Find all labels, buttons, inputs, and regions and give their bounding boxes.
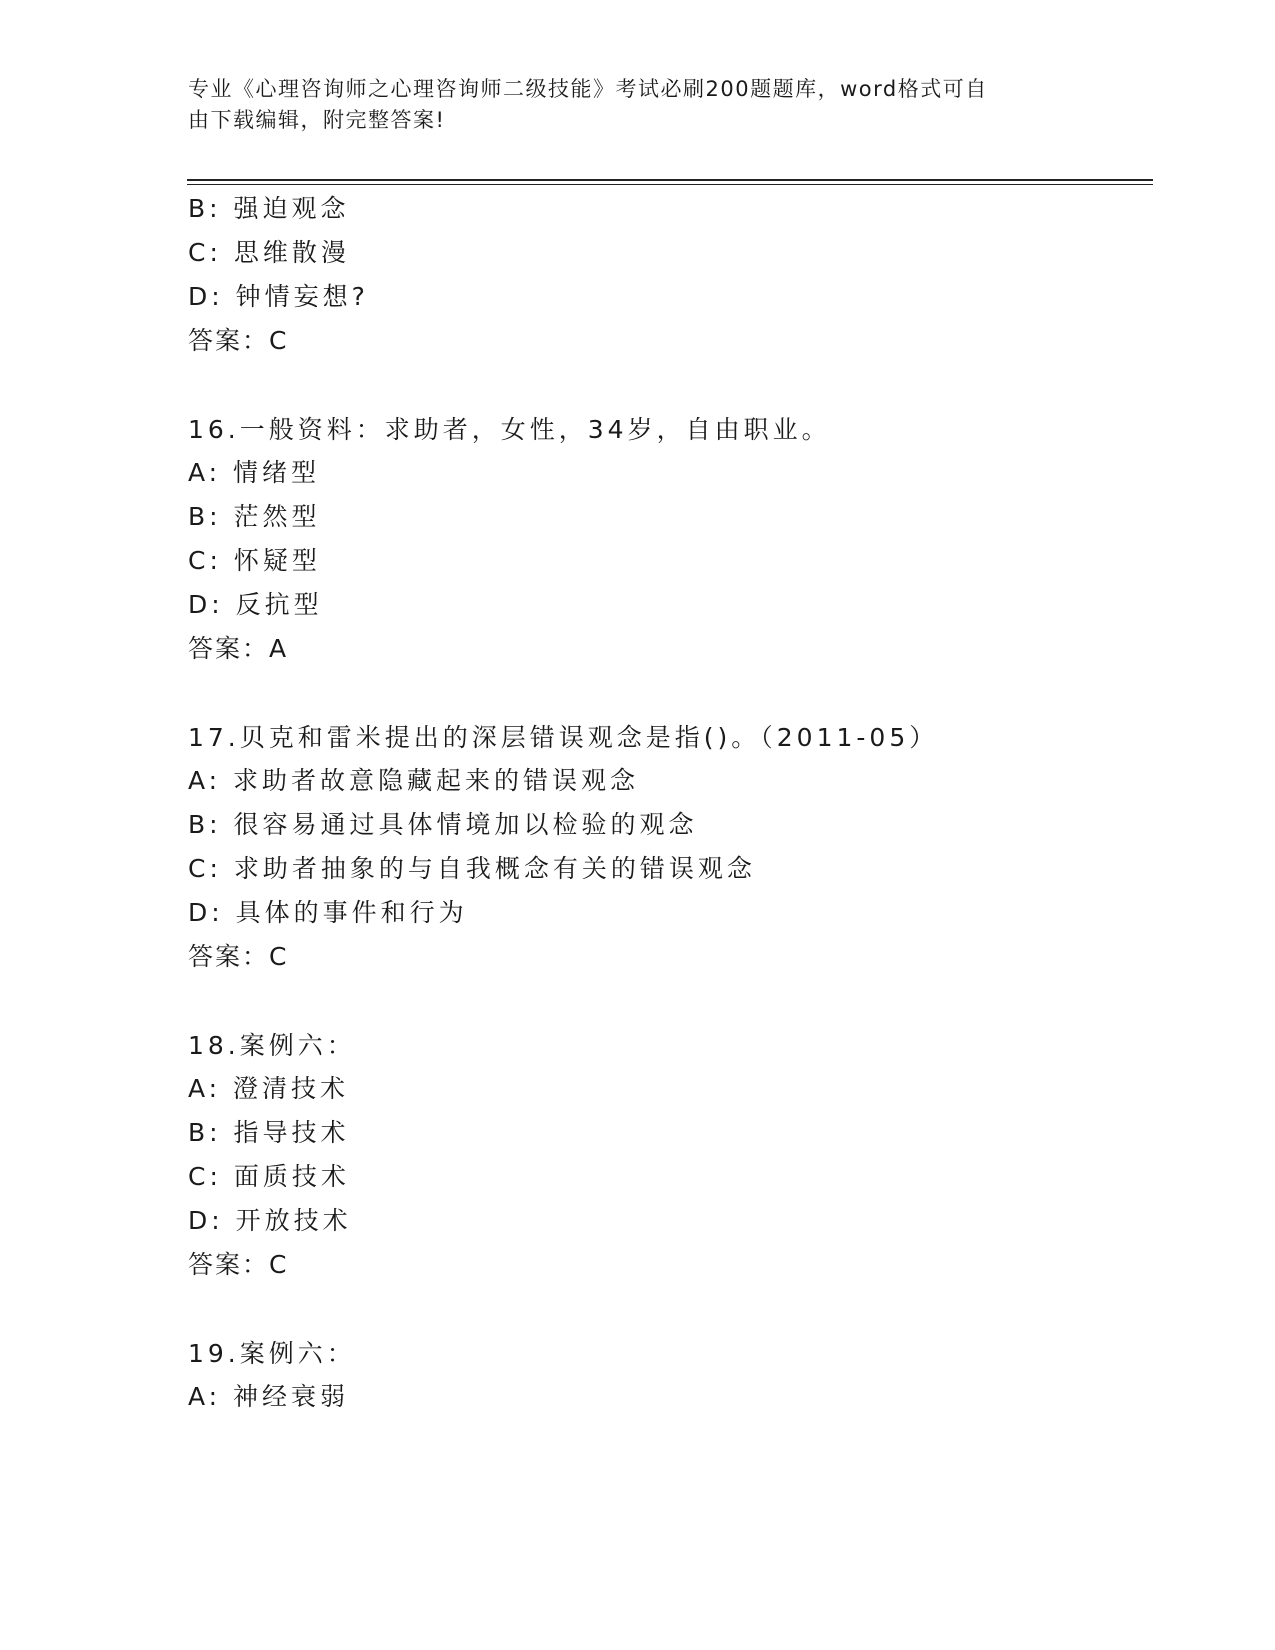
q16-question: 16.一般资料：求助者，女性，34岁，自由职业。 (188, 415, 831, 444)
q16-option-c: C: 怀疑型 (188, 546, 321, 575)
q17-question: 17.贝克和雷米提出的深层错误观念是指()。（2011-05） (188, 723, 939, 752)
header-divider-thin (187, 184, 1153, 185)
header-line-2: 由下载编辑，附完整答案! (188, 108, 446, 132)
q19-question: 19.案例六： (188, 1339, 356, 1368)
q17-answer: 答案：C (188, 942, 289, 971)
q15-option-b: B: 强迫观念 (188, 194, 350, 223)
q16-option-d: D: 反抗型 (188, 590, 323, 619)
q16-answer: 答案：A (188, 634, 289, 663)
q16-option-b: B: 茫然型 (188, 502, 321, 531)
document-header (188, 74, 1068, 136)
q18-answer: 答案：C (188, 1250, 289, 1279)
q17-option-d: D: 具体的事件和行为 (188, 898, 468, 927)
q15-option-d: D: 钟情妄想? (188, 282, 369, 311)
q17-option-c: C: 求助者抽象的与自我概念有关的错误观念 (188, 854, 756, 883)
q15-option-c: C: 思维散漫 (188, 238, 350, 267)
q18-question: 18.案例六： (188, 1031, 356, 1060)
q18-option-b: B: 指导技术 (188, 1118, 350, 1147)
q18-option-d: D: 开放技术 (188, 1206, 352, 1235)
q19-option-a: A: 神经衰弱 (188, 1382, 350, 1411)
q17-option-a: A: 求助者故意隐藏起来的错误观念 (188, 766, 640, 795)
q16-option-a: A: 情绪型 (188, 458, 321, 487)
q18-option-c: C: 面质技术 (188, 1162, 350, 1191)
q15-answer: 答案：C (188, 326, 289, 355)
header-line-1: 专业《心理咨询师之心理咨询师二级技能》考试必刷200题题库，word格式可自 (188, 77, 988, 101)
header-divider-thick (187, 179, 1153, 181)
q18-option-a: A: 澄清技术 (188, 1074, 350, 1103)
q17-option-b: B: 很容易通过具体情境加以检验的观念 (188, 810, 698, 839)
